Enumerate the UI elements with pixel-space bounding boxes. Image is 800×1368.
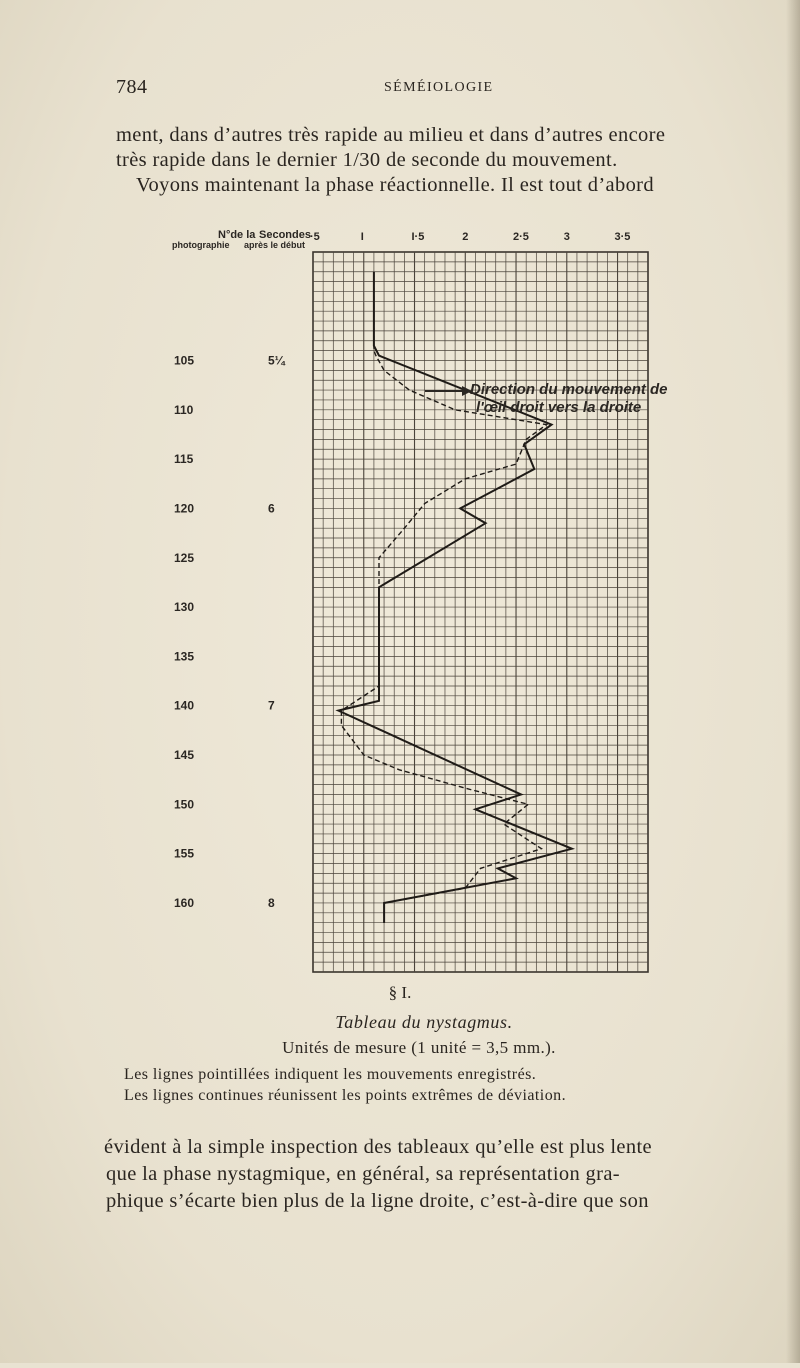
col-header-seconds-2: après le début [244, 240, 306, 250]
paragraph-line: très rapide dans le dernier 1/30 de seconde du mouvement. [116, 149, 618, 171]
x-tick-label: 3 [563, 231, 570, 243]
photo-number-label: 145 [174, 748, 195, 763]
photo-number-label: 130 [174, 600, 195, 615]
legend-dashed: Les lignes pointillées indiquent les mouvements enregistrés. [124, 1066, 537, 1083]
figure-caption-units: Unités de mesure (1 unité = 3,5 mm.). [282, 1038, 556, 1057]
figure-section-mark: § I. [388, 983, 412, 1002]
direction-annotation [425, 381, 668, 416]
photo-number-label: 160 [174, 895, 195, 910]
running-head: SÉMÉIOLOGIE [384, 80, 494, 95]
seconds-label: 7 [268, 698, 275, 713]
paragraph-line: Voyons maintenant la phase réactionnelle. Il est tout d’abord [136, 174, 654, 196]
paragraph-line: évident à la simple inspection des tableaux qu’elle est plus lente [104, 1136, 652, 1158]
x-tick-label: 2·5 [513, 231, 529, 243]
photo-number-label: 135 [174, 649, 195, 664]
page-number: 784 [116, 76, 148, 98]
col-header-seconds: Secondes [259, 229, 311, 241]
x-tick-label: ·5 [310, 231, 320, 243]
photo-number-label: 155 [174, 846, 195, 861]
photo-number-label: 150 [174, 797, 195, 812]
photo-number-label: 125 [174, 550, 195, 565]
x-tick-label: I·5 [411, 231, 425, 243]
x-tick-label: I [360, 231, 364, 243]
photo-number-label: 110 [174, 402, 194, 417]
col-header-photo-2: photographie [172, 240, 230, 250]
photo-number-labels [174, 353, 194, 909]
chart-grid [313, 252, 648, 972]
annotation-line-1: Direction du mouvement de [470, 381, 668, 398]
legend-solid: Les lignes continues réunissent les points extrêmes de déviation. [124, 1087, 567, 1104]
seconds-label: 8 [268, 895, 275, 910]
x-tick-label: 2 [462, 231, 469, 243]
col-header-photo: N°de la [218, 229, 256, 241]
photo-number-label: 120 [174, 501, 195, 516]
annotation-line-2: l'œil droit vers la droite [476, 399, 642, 416]
paragraph-line: que la phase nystagmique, en général, sa représentation gra- [106, 1163, 620, 1185]
x-tick-label: 3·5 [614, 231, 631, 243]
paragraph-line: phique s’écarte bien plus de la ligne droite, c’est-à-dire que son [106, 1190, 649, 1212]
photo-number-label: 115 [174, 452, 194, 467]
seconds-label: 6 [268, 501, 275, 516]
photo-number-label: 140 [174, 698, 195, 713]
photo-number-label: 105 [174, 353, 195, 368]
figure-caption-title: Tableau du nystagmus. [335, 1012, 513, 1032]
seconds-label: 5¼ [268, 353, 285, 368]
paragraph-line: ment, dans d’autres très rapide au milieu et dans d’autres encore [116, 124, 666, 146]
seconds-labels [268, 353, 286, 909]
x-tick-labels [310, 231, 630, 243]
